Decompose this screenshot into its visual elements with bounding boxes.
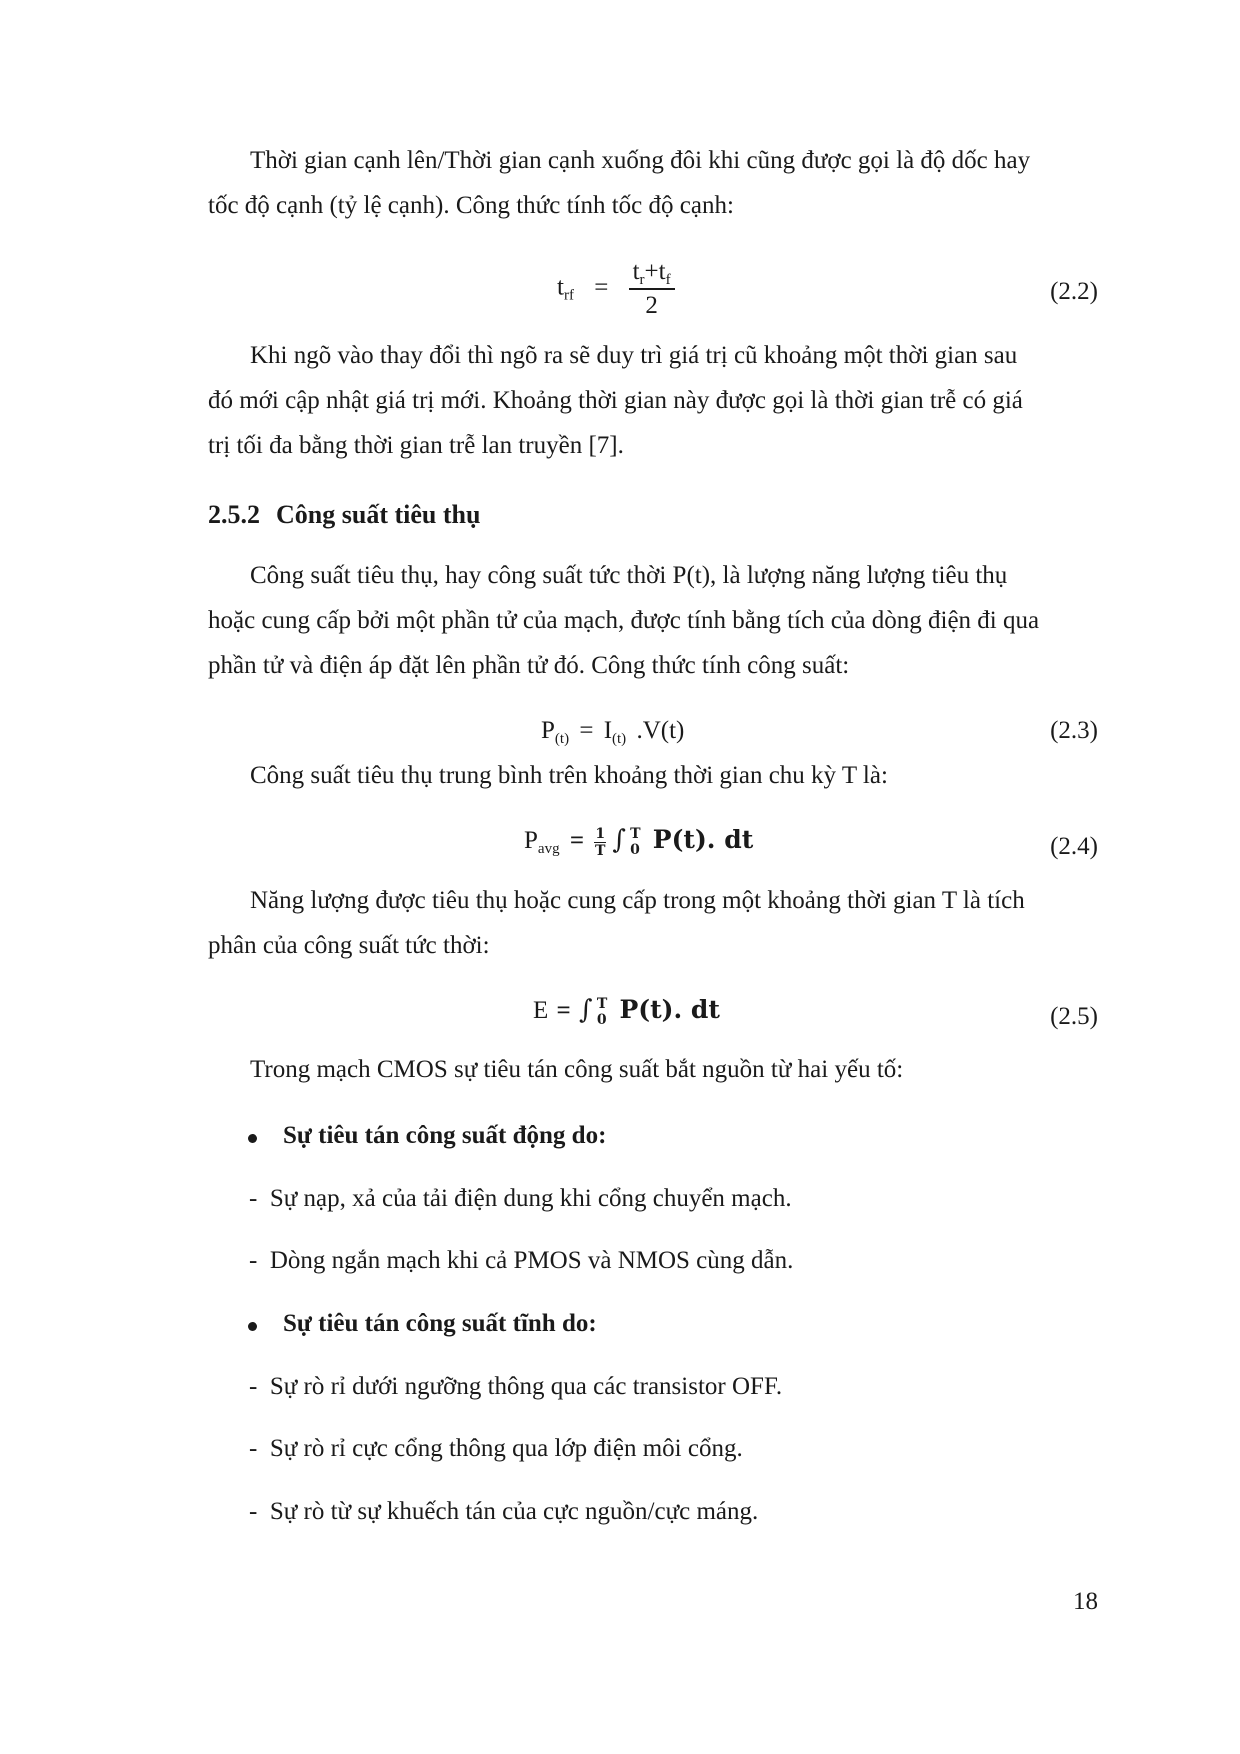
equation-2-3: $P_{(t)} = I_{(t)}$ .V(t) bbox=[541, 717, 685, 747]
integral-sign: ∫ bbox=[579, 995, 593, 1025]
equation-2-5: E = ∫ T 0 P(t). dt bbox=[533, 995, 720, 1029]
equation-number-2-2: (2.2) bbox=[1050, 278, 1098, 305]
para2-line2: đó mới cập nhật giá trị mới. Khoảng thời gian này được gọi là thời gian trễ có giá bbox=[208, 387, 1023, 414]
bullet-dot-icon bbox=[248, 1322, 257, 1331]
bullet-dot-icon bbox=[248, 1134, 257, 1143]
equation-number-2-4: (2.4) bbox=[1050, 833, 1098, 860]
section-heading bbox=[208, 500, 480, 530]
integral-sign: ∫ bbox=[612, 825, 626, 855]
para5-line2: phân của công suất tức thời: bbox=[208, 932, 490, 959]
para1-line2: tốc độ cạnh (tỷ lệ cạnh). Công thức tính tốc độ cạnh: bbox=[208, 192, 734, 219]
para3-line1: Công suất tiêu thụ, hay công suất tức thời P(t), là lượng năng lượng tiêu thụ bbox=[250, 562, 1008, 589]
list-item: - Sự rò rỉ cực cổng thông qua lớp điện môi cổng. bbox=[249, 1435, 743, 1462]
para3-line2: hoặc cung cấp bởi một phần tử của mạch, được tính bằng tích của dòng điện đi qua bbox=[208, 607, 1040, 634]
para2-line1: Khi ngõ vào thay đổi thì ngõ ra sẽ duy trì giá trị cũ khoảng một thời gian sau bbox=[250, 342, 1018, 369]
list-item: - Sự rò rỉ dưới ngưỡng thông qua các transistor OFF. bbox=[249, 1373, 783, 1400]
section-number: 2.5.2 bbox=[208, 500, 260, 529]
para6-line1: Trong mạch CMOS sự tiêu tán công suất bắt nguồn từ hai yếu tố: bbox=[250, 1056, 904, 1083]
equation-2-2: $t_{rf}$ = $\frac{t_r+t_f}{2}$ bbox=[557, 258, 675, 320]
bullet-static-power: Sự tiêu tán công suất tĩnh do: bbox=[283, 1310, 597, 1338]
para4-line1: Công suất tiêu thụ trung bình trên khoảng thời gian chu kỳ T là: bbox=[250, 762, 888, 789]
para2-line3: trị tối đa bằng thời gian trễ lan truyền [7]. bbox=[208, 432, 624, 459]
equation-number-2-5: (2.5) bbox=[1050, 1003, 1098, 1030]
list-item: - Sự rò từ sự khuếch tán của cực nguồn/cực máng. bbox=[249, 1498, 759, 1525]
bullet-dynamic-power: Sự tiêu tán công suất động do: bbox=[283, 1122, 606, 1150]
para1-line1: Thời gian cạnh lên/Thời gian cạnh xuống đôi khi cũng được gọi là độ dốc hay bbox=[250, 147, 1031, 174]
page-number: 18 bbox=[1073, 1588, 1098, 1615]
list-item: - Sự nạp, xả của tải điện dung khi cổng chuyển mạch. bbox=[249, 1185, 792, 1212]
para5-line1: Năng lượng được tiêu thụ hoặc cung cấp trong một khoảng thời gian T là tích bbox=[250, 887, 1025, 914]
equation-number-2-3: (2.3) bbox=[1050, 717, 1098, 744]
list-item: - Dòng ngắn mạch khi cả PMOS và NMOS cùng dẫn. bbox=[249, 1247, 794, 1274]
para3-line3: phần tử và điện áp đặt lên phần tử đó. Công thức tính công suất: bbox=[208, 652, 850, 679]
equation-2-4: $P_{avg}$ = $\frac{1}{T}$ ∫ T 0 P(t). dt bbox=[524, 825, 754, 859]
section-title: Công suất tiêu thụ bbox=[276, 500, 481, 529]
